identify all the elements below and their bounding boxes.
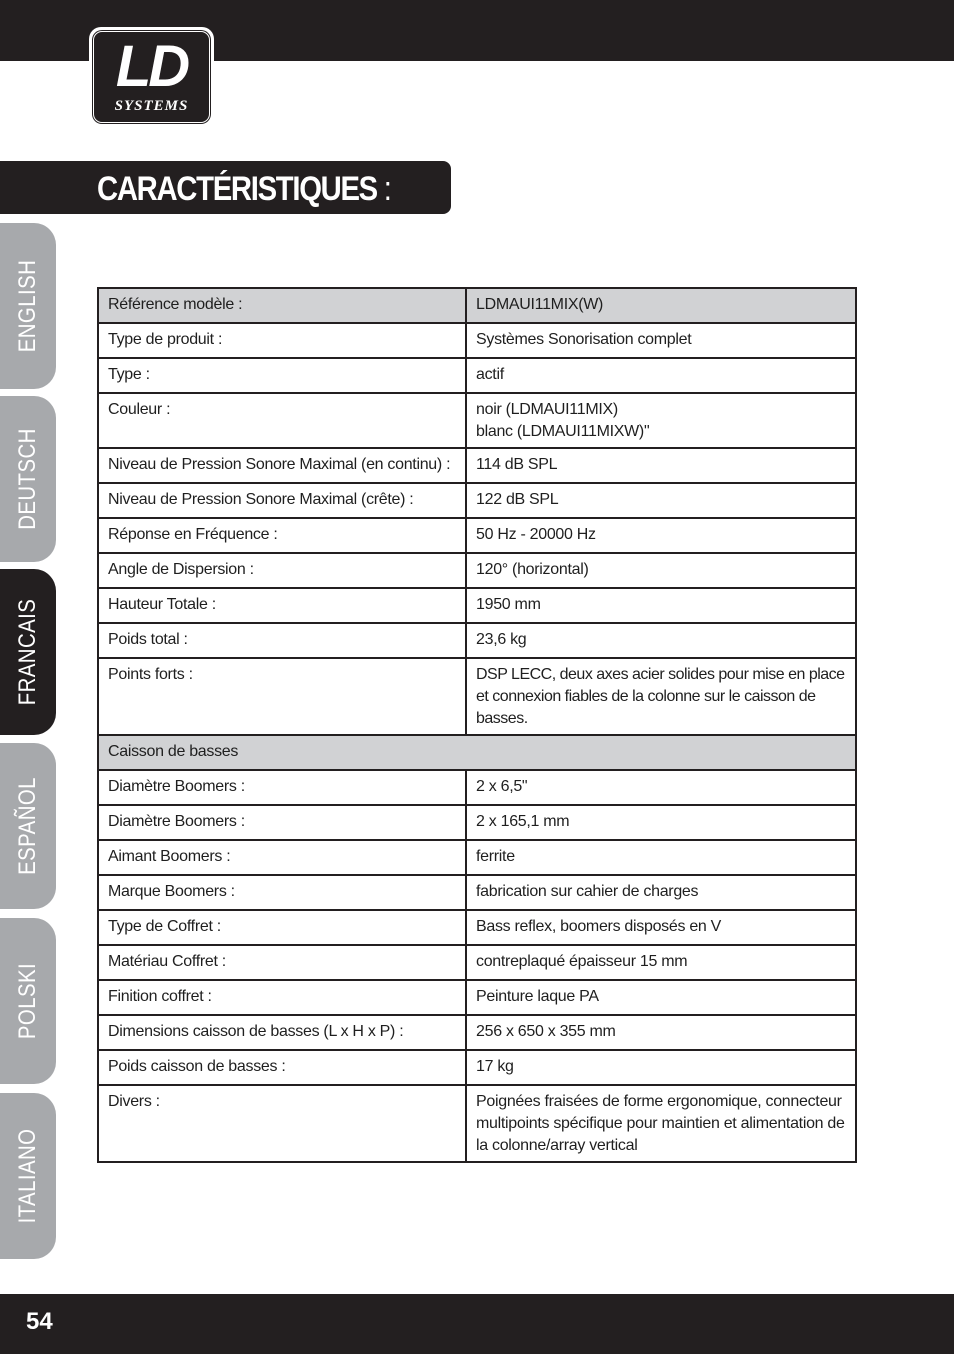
- logo-badge: [93, 31, 210, 123]
- page-title: [97, 169, 392, 209]
- spec-value: 50 Hz - 20000 Hz: [466, 518, 856, 553]
- spec-label: Type de produit :: [98, 323, 466, 358]
- tab-deutsch-label: DEUTSCH: [14, 428, 41, 530]
- tab-deutsch[interactable]: [0, 396, 56, 562]
- tab-polski-label: POLSKI: [14, 962, 41, 1040]
- section-title-bar: [0, 161, 451, 214]
- table-row: [98, 358, 856, 393]
- spec-label: Couleur :: [98, 393, 466, 448]
- spec-value: Poignées fraisées de forme ergonomique, connecteur multipoints spécifique pour maintien et alimentation de la colonne/array vertical: [466, 1085, 856, 1162]
- spec-label: Dimensions caisson de basses (L x H x P) :: [98, 1015, 466, 1050]
- spec-label: Hauteur Totale :: [98, 588, 466, 623]
- page-title-text: CARACTÉRISTIQUES: [97, 170, 377, 208]
- table-row: [98, 805, 856, 840]
- table-row: [98, 770, 856, 805]
- spec-label: Divers :: [98, 1085, 466, 1162]
- spec-value: 2 x 6,5": [466, 770, 856, 805]
- table-row: [98, 553, 856, 588]
- spec-label: Réponse en Fréquence :: [98, 518, 466, 553]
- spec-label: Aimant Boomers :: [98, 840, 466, 875]
- specifications-table: [97, 287, 857, 1163]
- spec-value: [466, 393, 856, 448]
- spec-label: Poids caisson de basses :: [98, 1050, 466, 1085]
- spec-label: Points forts :: [98, 658, 466, 735]
- spec-label: Niveau de Pression Sonore Maximal (crête) :: [98, 483, 466, 518]
- tab-francais[interactable]: [0, 569, 56, 735]
- table-section-header: [98, 735, 856, 770]
- table-row: [98, 945, 856, 980]
- table-row: [98, 483, 856, 518]
- spec-value: 23,6 kg: [466, 623, 856, 658]
- tab-francais-label: FRANCAIS: [14, 598, 41, 706]
- spec-label: Type de Coffret :: [98, 910, 466, 945]
- page-number: 54: [26, 1308, 53, 1335]
- logo-sub-text: SYSTEMS: [114, 98, 189, 114]
- spec-label: Type :: [98, 358, 466, 393]
- spec-label: Diamètre Boomers :: [98, 805, 466, 840]
- table-row: [98, 588, 856, 623]
- tab-italiano-label: ITALIANO: [14, 1128, 41, 1224]
- table-row: [98, 1015, 856, 1050]
- table-row-model: [98, 288, 856, 323]
- spec-value: Bass reflex, boomers disposés en V: [466, 910, 856, 945]
- spec-value: DSP LECC, deux axes acier solides pour mise en place et connexion fiables de la colonne sur le caisson de basses.: [466, 658, 856, 735]
- spec-label: Diamètre Boomers :: [98, 770, 466, 805]
- spec-value: 17 kg: [466, 1050, 856, 1085]
- spec-value: 114 dB SPL: [466, 448, 856, 483]
- table-row: [98, 623, 856, 658]
- spec-value: 120° (horizontal): [466, 553, 856, 588]
- spec-label: Finition coffret :: [98, 980, 466, 1015]
- table-row: [98, 448, 856, 483]
- spec-value: Peinture laque PA: [466, 980, 856, 1015]
- tab-english[interactable]: [0, 223, 56, 389]
- spec-value: contreplaqué épaisseur 15 mm: [466, 945, 856, 980]
- spec-label: Angle de Dispersion :: [98, 553, 466, 588]
- table-row: [98, 840, 856, 875]
- spec-label: Matériau Coffret :: [98, 945, 466, 980]
- spec-label: Niveau de Pression Sonore Maximal (en continu) :: [98, 448, 466, 483]
- table-row: [98, 658, 856, 735]
- tab-english-label: ENGLISH: [14, 259, 41, 353]
- table-row: [98, 1085, 856, 1162]
- page-title-colon: :: [383, 170, 392, 208]
- spec-value: Systèmes Sonorisation complet: [466, 323, 856, 358]
- table-row: [98, 875, 856, 910]
- spec-value: fabrication sur cahier de charges: [466, 875, 856, 910]
- tab-italiano[interactable]: [0, 1093, 56, 1259]
- spec-value-line: blanc (LDMAUI11MIXW)": [476, 423, 650, 440]
- table-row: [98, 980, 856, 1015]
- tab-espanol[interactable]: [0, 743, 56, 909]
- spec-label: Référence modèle :: [98, 288, 466, 323]
- spec-value: ferrite: [466, 840, 856, 875]
- spec-value: LDMAUI11MIX(W): [466, 288, 856, 323]
- spec-value: 122 dB SPL: [466, 483, 856, 518]
- spec-value: 1950 mm: [466, 588, 856, 623]
- table-row: [98, 1050, 856, 1085]
- spec-label: Poids total :: [98, 623, 466, 658]
- spec-value-line: noir (LDMAUI11MIX): [476, 401, 618, 418]
- logo-main-text: LD: [115, 34, 188, 99]
- tab-espanol-label: ESPAÑOL: [14, 777, 41, 875]
- section-header-label: Caisson de basses: [98, 735, 856, 770]
- table-row: [98, 910, 856, 945]
- table-row: [98, 518, 856, 553]
- tab-polski[interactable]: [0, 918, 56, 1084]
- table-row: [98, 323, 856, 358]
- ld-systems-logo: [89, 27, 214, 127]
- spec-value: actif: [466, 358, 856, 393]
- spec-value: 256 x 650 x 355 mm: [466, 1015, 856, 1050]
- spec-value: 2 x 165,1 mm: [466, 805, 856, 840]
- spec-label: Marque Boomers :: [98, 875, 466, 910]
- footer-bar: [0, 1294, 954, 1354]
- table-row: [98, 393, 856, 448]
